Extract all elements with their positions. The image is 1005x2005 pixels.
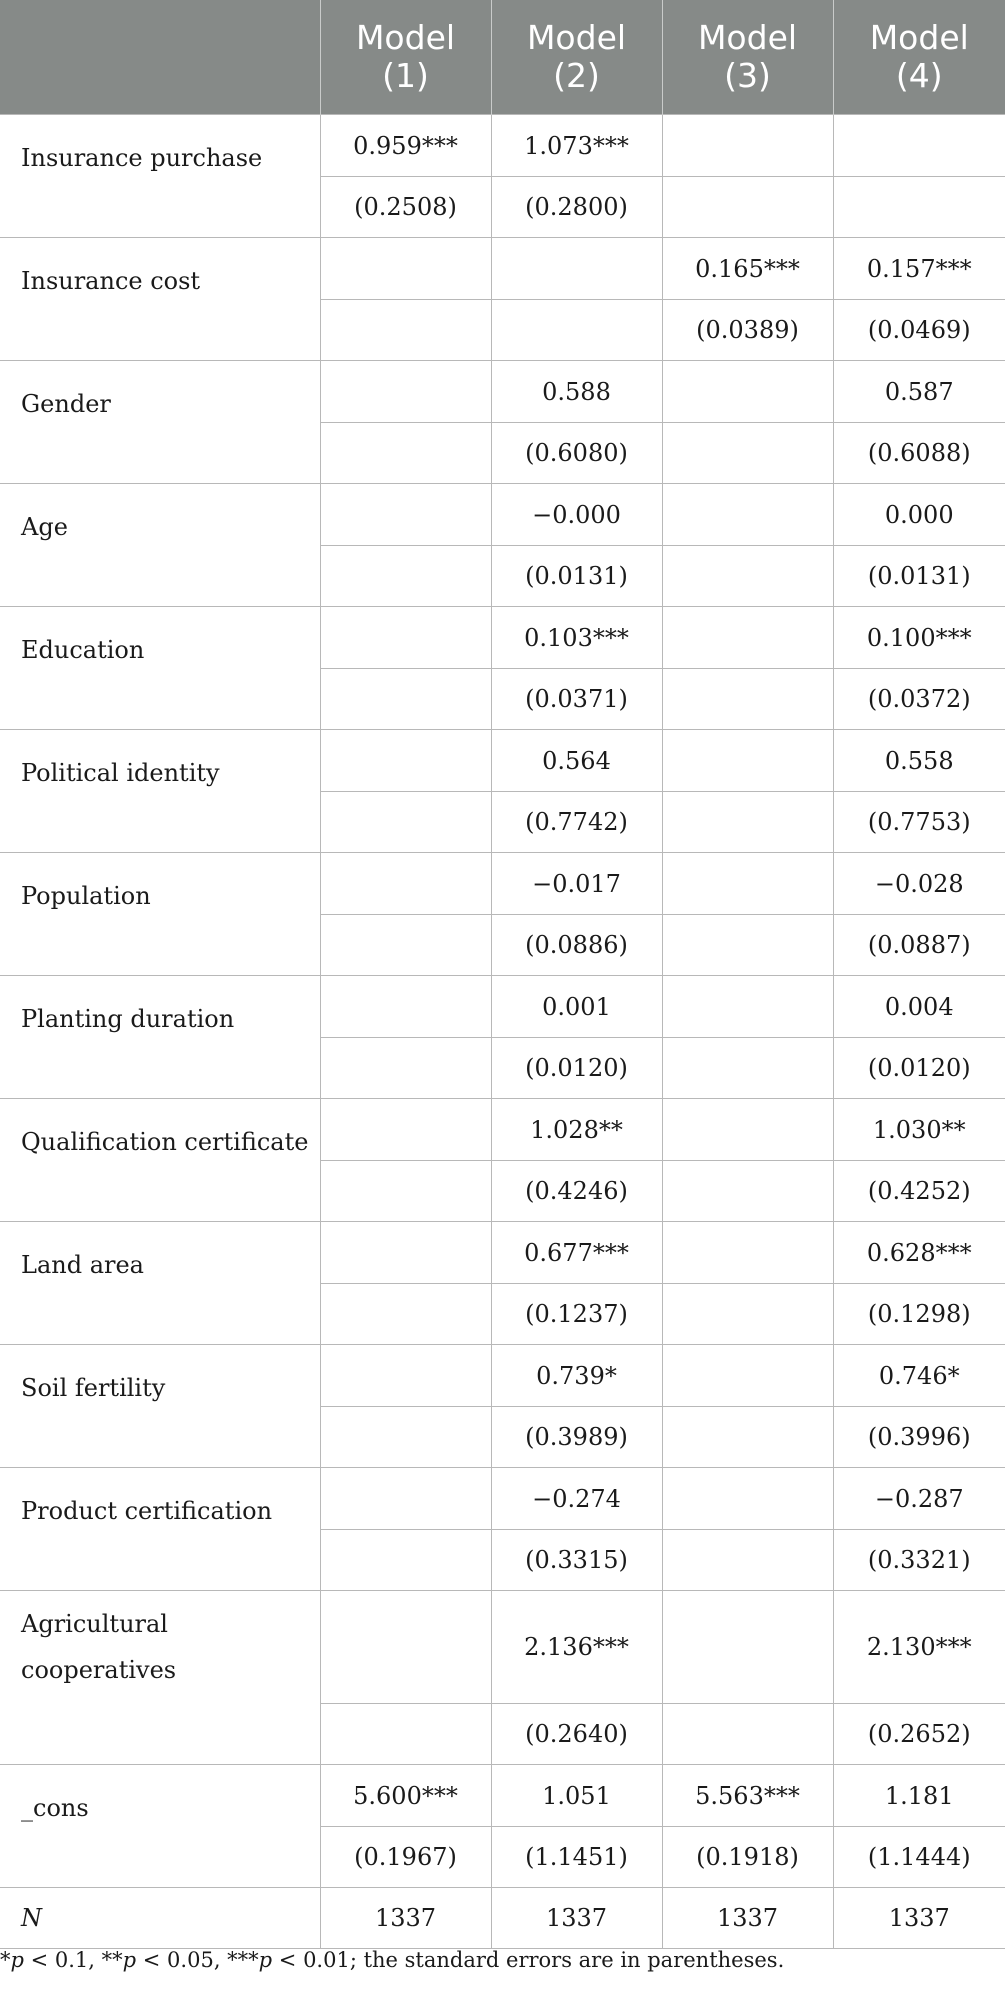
coefficient-cell-model-1 xyxy=(320,1222,491,1284)
standard-error-cell-model-4: (0.3321) xyxy=(833,1530,1005,1591)
standard-error-cell-model-4: (0.2652) xyxy=(833,1704,1005,1765)
observations-label: N xyxy=(0,1888,320,1949)
standard-error-cell-model-4: (0.1298) xyxy=(833,1284,1005,1345)
header-model-2-line2: (2) xyxy=(553,56,600,95)
standard-error-cell-model-3 xyxy=(662,1284,833,1345)
coefficient-cell-model-3 xyxy=(662,484,833,546)
header-model-1 xyxy=(320,0,491,115)
coefficient-cell-model-3: 0.165*** xyxy=(662,238,833,300)
standard-error-cell-model-3: (0.0389) xyxy=(662,300,833,361)
standard-error-cell-model-2: (0.7742) xyxy=(491,792,662,853)
standard-error-cell-model-2: (0.6080) xyxy=(491,423,662,484)
footnote-fragment: < 0.01; the standard errors are in parentheses. xyxy=(272,1948,785,1972)
standard-error-cell-model-2: (1.1451) xyxy=(491,1827,662,1888)
standard-error-cell-model-2: (0.1237) xyxy=(491,1284,662,1345)
coefficient-cell-model-3 xyxy=(662,1099,833,1161)
coefficient-cell-model-1 xyxy=(320,730,491,792)
footnote-fragment: * xyxy=(0,1948,11,1972)
header-corner xyxy=(0,0,320,115)
variable-name: _cons xyxy=(0,1765,320,1888)
coefficient-cell-model-1 xyxy=(320,361,491,423)
table-row-coefficient xyxy=(0,115,1005,177)
observations-cell-model-3: 1337 xyxy=(662,1888,833,1949)
standard-error-cell-model-3 xyxy=(662,1038,833,1099)
coefficient-cell-model-3 xyxy=(662,976,833,1038)
standard-error-cell-model-4: (0.0469) xyxy=(833,300,1005,361)
coefficient-cell-model-3: 5.563*** xyxy=(662,1765,833,1827)
coefficient-cell-model-1 xyxy=(320,607,491,669)
standard-error-cell-model-3: (0.1918) xyxy=(662,1827,833,1888)
variable-name: Planting duration xyxy=(0,976,320,1099)
coefficient-cell-model-2: 0.677*** xyxy=(491,1222,662,1284)
coefficient-cell-model-4: 0.000 xyxy=(833,484,1005,546)
table-row-coefficient xyxy=(0,1765,1005,1827)
standard-error-cell-model-1 xyxy=(320,1704,491,1765)
coefficient-cell-model-4: 1.030** xyxy=(833,1099,1005,1161)
coefficient-cell-model-3 xyxy=(662,115,833,177)
variable-name: Education xyxy=(0,607,320,730)
coefficient-cell-model-4: 0.628*** xyxy=(833,1222,1005,1284)
variable-name: Insurance cost xyxy=(0,238,320,361)
standard-error-cell-model-1 xyxy=(320,792,491,853)
table-row-coefficient xyxy=(0,976,1005,1038)
standard-error-cell-model-3 xyxy=(662,177,833,238)
table-row-coefficient xyxy=(0,1468,1005,1530)
standard-error-cell-model-1: (0.1967) xyxy=(320,1827,491,1888)
coefficient-cell-model-4: 2.130*** xyxy=(833,1591,1005,1704)
standard-error-cell-model-3 xyxy=(662,1407,833,1468)
standard-error-cell-model-4: (0.0887) xyxy=(833,915,1005,976)
coefficient-cell-model-3 xyxy=(662,730,833,792)
header-model-1-line2: (1) xyxy=(382,56,429,95)
table-row-coefficient xyxy=(0,361,1005,423)
coefficient-cell-model-2: 0.739* xyxy=(491,1345,662,1407)
coefficient-cell-model-2: 0.001 xyxy=(491,976,662,1038)
table-footnote xyxy=(0,1948,1005,1972)
coefficient-cell-model-2: −0.000 xyxy=(491,484,662,546)
coefficient-cell-model-2: 0.103*** xyxy=(491,607,662,669)
variable-name: Insurance purchase xyxy=(0,115,320,238)
standard-error-cell-model-3 xyxy=(662,915,833,976)
coefficient-cell-model-3 xyxy=(662,1345,833,1407)
variable-name: Age xyxy=(0,484,320,607)
variable-name: Soil fertility xyxy=(0,1345,320,1468)
footnote-fragment: p xyxy=(10,1948,24,1972)
standard-error-cell-model-1: (0.2508) xyxy=(320,177,491,238)
coefficient-cell-model-1: 0.959*** xyxy=(320,115,491,177)
header-model-3-line1: Model xyxy=(697,18,798,57)
table-row-coefficient xyxy=(0,1099,1005,1161)
coefficient-cell-model-3 xyxy=(662,1468,833,1530)
header-model-2-line1: Model xyxy=(526,18,627,57)
header-model-4-line1: Model xyxy=(869,18,969,57)
table-row-coefficient xyxy=(0,1345,1005,1407)
coefficient-cell-model-1: 5.600*** xyxy=(320,1765,491,1827)
footnote-fragment: p xyxy=(122,1948,137,1972)
header-model-1-line1: Model xyxy=(355,18,456,57)
coefficient-cell-model-4: 0.558 xyxy=(833,730,1005,792)
coefficient-cell-model-2 xyxy=(491,238,662,300)
footnote-fragment: < 0.05, *** xyxy=(136,1948,259,1972)
standard-error-cell-model-2: (0.2640) xyxy=(491,1704,662,1765)
standard-error-cell-model-2: (0.3989) xyxy=(491,1407,662,1468)
standard-error-cell-model-1 xyxy=(320,300,491,361)
header-model-3-line2: (3) xyxy=(724,56,771,95)
table-body xyxy=(0,115,1005,1949)
standard-error-cell-model-4: (0.4252) xyxy=(833,1161,1005,1222)
standard-error-cell-model-3 xyxy=(662,1704,833,1765)
standard-error-cell-model-1 xyxy=(320,546,491,607)
standard-error-cell-model-4: (0.0120) xyxy=(833,1038,1005,1099)
standard-error-cell-model-3 xyxy=(662,546,833,607)
variable-name: Land area xyxy=(0,1222,320,1345)
observations-cell-model-2: 1337 xyxy=(491,1888,662,1949)
standard-error-cell-model-1 xyxy=(320,423,491,484)
coefficient-cell-model-4: 0.004 xyxy=(833,976,1005,1038)
coefficient-cell-model-2: 0.588 xyxy=(491,361,662,423)
coefficient-cell-model-4: −0.287 xyxy=(833,1468,1005,1530)
standard-error-cell-model-2: (0.0886) xyxy=(491,915,662,976)
standard-error-cell-model-4: (0.7753) xyxy=(833,792,1005,853)
standard-error-cell-model-2: (0.0371) xyxy=(491,669,662,730)
observations-cell-model-1: 1337 xyxy=(320,1888,491,1949)
coefficient-cell-model-4: 0.100*** xyxy=(833,607,1005,669)
standard-error-cell-model-2: (0.3315) xyxy=(491,1530,662,1591)
table-row-observations xyxy=(0,1888,1005,1949)
coefficient-cell-model-4: −0.028 xyxy=(833,853,1005,915)
standard-error-cell-model-4: (0.3996) xyxy=(833,1407,1005,1468)
table-row-coefficient xyxy=(0,853,1005,915)
table-row-coefficient xyxy=(0,1222,1005,1284)
standard-error-cell-model-2: (0.2800) xyxy=(491,177,662,238)
coefficient-cell-model-4: 0.587 xyxy=(833,361,1005,423)
coefficient-cell-model-4 xyxy=(833,115,1005,177)
coefficient-cell-model-2: 1.051 xyxy=(491,1765,662,1827)
standard-error-cell-model-4: (0.0131) xyxy=(833,546,1005,607)
coefficient-cell-model-2: −0.017 xyxy=(491,853,662,915)
standard-error-cell-model-2: (0.4246) xyxy=(491,1161,662,1222)
coefficient-cell-model-1 xyxy=(320,1468,491,1530)
coefficient-cell-model-4: 1.181 xyxy=(833,1765,1005,1827)
variable-name: Political identity xyxy=(0,730,320,853)
coefficient-cell-model-1 xyxy=(320,976,491,1038)
standard-error-cell-model-2 xyxy=(491,300,662,361)
standard-error-cell-model-3 xyxy=(662,1161,833,1222)
standard-error-cell-model-4: (1.1444) xyxy=(833,1827,1005,1888)
header-model-3 xyxy=(662,0,833,115)
header-model-2 xyxy=(491,0,662,115)
coefficient-cell-model-2: 1.028** xyxy=(491,1099,662,1161)
standard-error-cell-model-1 xyxy=(320,1038,491,1099)
table-row-coefficient xyxy=(0,1591,1005,1704)
variable-name: Gender xyxy=(0,361,320,484)
header-model-4 xyxy=(833,0,1005,115)
coefficient-cell-model-1 xyxy=(320,484,491,546)
coefficient-cell-model-3 xyxy=(662,607,833,669)
standard-error-cell-model-1 xyxy=(320,1284,491,1345)
standard-error-cell-model-2: (0.0131) xyxy=(491,546,662,607)
coefficient-cell-model-1 xyxy=(320,238,491,300)
variable-name: Product certification xyxy=(0,1468,320,1591)
coefficient-cell-model-2: 1.073*** xyxy=(491,115,662,177)
standard-error-cell-model-2: (0.0120) xyxy=(491,1038,662,1099)
table-row-coefficient xyxy=(0,484,1005,546)
footnote-fragment: p xyxy=(258,1948,273,1972)
coefficient-cell-model-2: 0.564 xyxy=(491,730,662,792)
standard-error-cell-model-1 xyxy=(320,1530,491,1591)
variable-name: Agricultural cooperatives xyxy=(0,1591,320,1765)
standard-error-cell-model-1 xyxy=(320,1161,491,1222)
standard-error-cell-model-1 xyxy=(320,1407,491,1468)
standard-error-cell-model-1 xyxy=(320,915,491,976)
standard-error-cell-model-4: (0.6088) xyxy=(833,423,1005,484)
standard-error-cell-model-3 xyxy=(662,792,833,853)
variable-name: Population xyxy=(0,853,320,976)
coefficient-cell-model-3 xyxy=(662,361,833,423)
standard-error-cell-model-3 xyxy=(662,669,833,730)
table-row-coefficient xyxy=(0,607,1005,669)
variable-name: Qualification certificate xyxy=(0,1099,320,1222)
footnote-fragment: < 0.1, ** xyxy=(23,1948,123,1972)
coefficient-cell-model-4: 0.157*** xyxy=(833,238,1005,300)
header-row xyxy=(0,0,1005,115)
standard-error-cell-model-4: (0.0372) xyxy=(833,669,1005,730)
coefficient-cell-model-1 xyxy=(320,853,491,915)
coefficient-cell-model-1 xyxy=(320,1591,491,1704)
coefficient-cell-model-1 xyxy=(320,1099,491,1161)
coefficient-cell-model-2: −0.274 xyxy=(491,1468,662,1530)
standard-error-cell-model-4 xyxy=(833,177,1005,238)
standard-error-cell-model-3 xyxy=(662,423,833,484)
table-row-coefficient xyxy=(0,238,1005,300)
coefficient-cell-model-2: 2.136*** xyxy=(491,1591,662,1704)
coefficient-cell-model-4: 0.746* xyxy=(833,1345,1005,1407)
header-model-4-line2: (4) xyxy=(895,56,943,95)
standard-error-cell-model-3 xyxy=(662,1530,833,1591)
standard-error-cell-model-1 xyxy=(320,669,491,730)
coefficient-cell-model-1 xyxy=(320,1345,491,1407)
table-row-coefficient xyxy=(0,730,1005,792)
observations-cell-model-4: 1337 xyxy=(833,1888,1005,1949)
coefficient-cell-model-3 xyxy=(662,853,833,915)
coefficient-cell-model-3 xyxy=(662,1222,833,1284)
coefficient-cell-model-3 xyxy=(662,1591,833,1704)
